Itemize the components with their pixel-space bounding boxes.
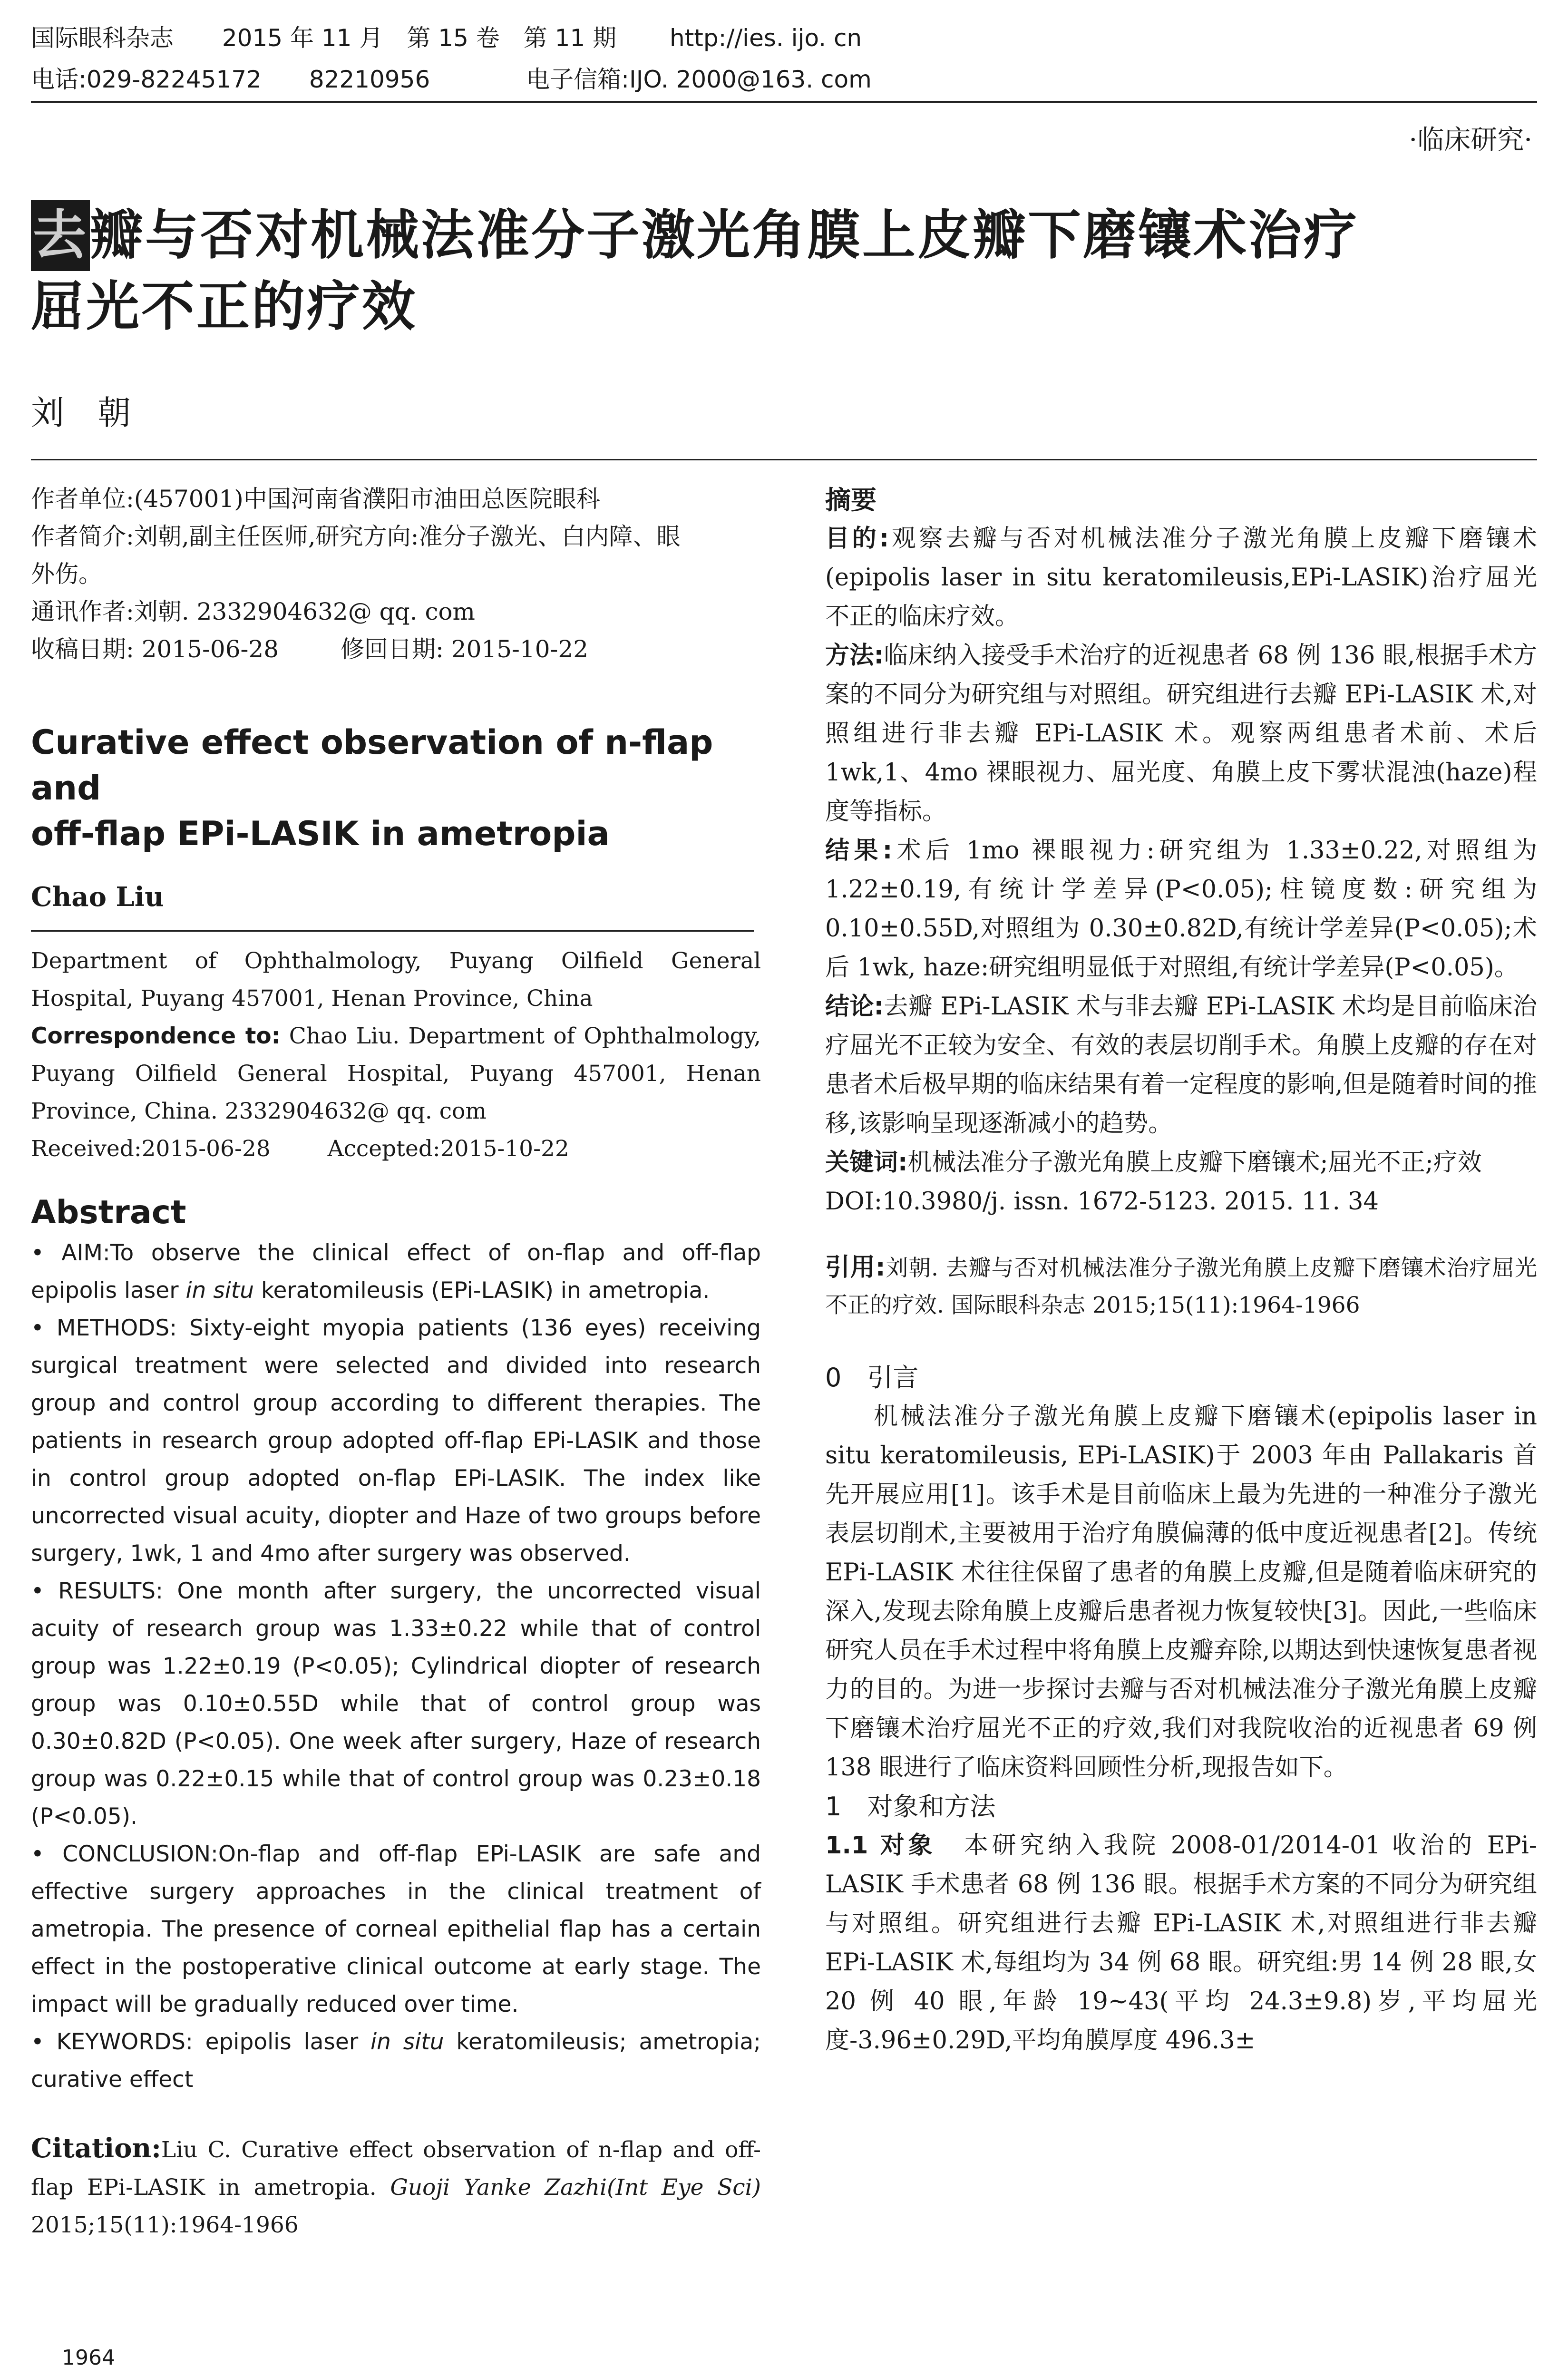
section-label: ·临床研究· bbox=[1409, 125, 1532, 156]
cn-methods-text: 临床纳入接受手术治疗的近视患者 68 例 136 眼,根据手术方案的不同分为研究组与对照组。研究组进行去瓣 EPi-LASIK 术,对照组进行非去瓣 EPi-LASIK 术。观察两组患者术前、术后 1wk,1、4mo 裸眼视力、屈光度、角膜上皮下雾状混浊(haze)程度等指标。 bbox=[825, 642, 1537, 826]
abstract-cn-results bbox=[825, 831, 1537, 987]
affiliation-cn: 作者单位:(457001)中国河南省濮阳市油田总医院眼科 bbox=[31, 485, 600, 513]
correspondence-en-label: Correspondence to: bbox=[31, 1023, 281, 1049]
header-rule bbox=[31, 101, 1537, 103]
journal-phone: 电话:029-82245172 82210956 bbox=[31, 66, 430, 93]
abstract-cn bbox=[825, 519, 1537, 1221]
citation-cn bbox=[825, 1249, 1537, 1324]
en-info bbox=[31, 942, 761, 1168]
abstract-cn-methods bbox=[825, 636, 1537, 831]
info-cn bbox=[31, 480, 761, 668]
english-title-line1: Curative effect observation of n-flap and bbox=[31, 723, 713, 808]
accepted-en: Accepted:2015-10-22 bbox=[327, 1136, 569, 1162]
intro-heading: 0 引言 bbox=[825, 1363, 919, 1393]
citation-cn-label: 引用: bbox=[825, 1253, 886, 1282]
journal-header-line1 bbox=[31, 23, 862, 53]
abstract-cn-keywords bbox=[825, 1143, 1537, 1182]
article-title bbox=[31, 200, 1537, 342]
title-line-1 bbox=[31, 200, 1537, 271]
methods-body bbox=[825, 1826, 1537, 2060]
received-cn: 收稿日期: 2015-06-28 bbox=[31, 635, 279, 663]
journal-email: 电子信箱:IJO. 2000@163. com bbox=[526, 66, 872, 93]
english-title-line2: off-flap EPi-LASIK in ametropia bbox=[31, 814, 610, 853]
citation-en-text-a: Liu C. Curative effect observation of n-flap and off-flap EPi-LASIK in ametropia. bbox=[31, 2137, 761, 2201]
methods-text: Sixty-eight myopia patients (136 eyes) receiving surgical treatment were selected and divided into research group and control group according to different therapies. The patients in research group adopted off-flap EPi-LASIK and those in control group adopted on-flap EPi-LASIK. The index like uncorrected visual acuity, diopter and Haze of two groups before surgery, 1wk, 1 and 4mo after surgery was observed. bbox=[31, 1315, 761, 1567]
cn-conclusion-label: 结论: bbox=[825, 993, 884, 1021]
citation-en-journal: Guoji Yanke Zazhi(Int Eye Sci) bbox=[390, 2174, 761, 2201]
journal-name: 国际眼科杂志 bbox=[31, 24, 174, 52]
citation-en-label: Citation: bbox=[31, 2133, 161, 2164]
citation-en-text-b: 2015;15(11):1964-1966 bbox=[31, 2212, 299, 2238]
keywords-text-b: keratomileusis; ametropia; curative effect bbox=[31, 2029, 761, 2093]
author-rule bbox=[31, 459, 1537, 460]
dates-cn bbox=[31, 631, 761, 668]
en-author-rule bbox=[31, 930, 754, 932]
aim-label: • AIM: bbox=[31, 1240, 110, 1266]
cn-keywords-label: 关键词: bbox=[825, 1149, 908, 1177]
methods-paragraph bbox=[825, 1826, 1537, 2060]
title-line-2: 屈光不正的疗效 bbox=[31, 276, 417, 338]
subsection-label: 1.1 对象 bbox=[825, 1831, 936, 1860]
page-number: 1964 bbox=[62, 2346, 115, 2370]
abstract-cn-aim bbox=[825, 519, 1537, 636]
aim-text-a: To observe the clinical effect of on-flap and off-flap epipolis laser bbox=[31, 1240, 761, 1304]
department-en: Department of Ophthalmology, Puyang Oilfield General Hospital, Puyang 457001, Henan Province, China bbox=[31, 948, 761, 1012]
cn-conclusion-text: 去瓣 EPi-LASIK 术与非去瓣 EPi-LASIK 术均是目前临床治疗屈光不正较为安全、有效的表层切削手术。角膜上皮瓣的存在对患者术后极早期的临床结果有着一定程度的影响,但是随着时间的推移,该影响呈现逐渐减小的趋势。 bbox=[825, 993, 1537, 1138]
bio-cn-line1: 作者简介:刘朝,副主任医师,研究方向:准分子激光、白内障、眼 bbox=[31, 523, 681, 550]
abstract-cn-conclusion bbox=[825, 987, 1537, 1143]
results-label: • RESULTS: bbox=[31, 1578, 163, 1604]
abstract-keywords bbox=[31, 2023, 761, 2098]
abstract-heading: Abstract bbox=[31, 1194, 186, 1231]
cn-keywords-text: 机械法准分子激光角膜上皮瓣下磨镶术;屈光不正;疗效 bbox=[907, 1149, 1482, 1177]
cn-aim-text: 观察去瓣与否对机械法准分子激光角膜上皮瓣下磨镶术(epipolis laser in situ keratomileusis,EPi-LASIK)治疗屈光不正的临床疗效。 bbox=[825, 525, 1537, 631]
correspondence-cn: 通讯作者:刘朝. 2332904632@ qq. com bbox=[31, 598, 475, 625]
keywords-italic: in situ bbox=[370, 2029, 444, 2055]
abstract-aim bbox=[31, 1234, 761, 1309]
methods-paragraph-text: 本研究纳入我院 2008-01/2014-01 收治的 EPi-LASIK 手术患者 68 例 136 眼。根据手术方案的不同分为研究组与对照组。研究组进行去瓣 EPi-LASIK 术,对照组进行非去瓣 EPi-LASIK 术,每组均为 34 例 68 眼。研究组:男 14 例 28 眼,女 20 例 40 眼,年龄 19~43(平均 24.3±9.8)岁,平均屈光度-3.96±0.29D,平均角膜厚度 496.3± bbox=[825, 1831, 1537, 2055]
title-line-1-text: 瓣与否对机械法准分子激光角膜上皮瓣下磨镶术治疗 bbox=[90, 205, 1359, 266]
received-en: Received:2015-06-28 bbox=[31, 1136, 271, 1162]
cn-results-text: 术后 1mo 裸眼视力:研究组为 1.33±0.22,对照组为 1.22±0.19,有统计学差异(P<0.05);柱镜度数:研究组为 0.10±0.55D,对照组为 0.30±0.82D,有统计学差异(P<0.05);术后 1wk, haze:研究组明显低于对照组,有统计学差异(P<0.05)。 bbox=[825, 837, 1537, 982]
methods-label: • METHODS: bbox=[31, 1315, 177, 1341]
keywords-text-a: epipolis laser bbox=[193, 2029, 371, 2055]
results-text: One month after surgery, the uncorrected visual acuity of research group was 1.33±0.22 while that of control group was 1.22±0.19 (P<0.05); Cylindrical diopter of research group was 0.10±0.55D while that of control group was 0.30±0.82D (P<0.05). One week after surgery, Haze of research group was 0.22±0.15 while that of control group was 0.23±0.18 (P<0.05). bbox=[31, 1578, 761, 1830]
intro-body bbox=[825, 1397, 1537, 1787]
doi: DOI:10.3980/j. issn. 1672-5123. 2015. 11. 34 bbox=[825, 1188, 1379, 1216]
english-author: Chao Liu bbox=[31, 881, 164, 913]
conclusion-text: On-flap and off-flap EPi-LASIK are safe and effective surgery approaches in the clinical treatment of ametropia. The presence of corneal epithelial flap has a certain effect in the postoperative clinical outcome at early stage. The impact will be gradually reduced over time. bbox=[31, 1841, 761, 2017]
author-cn: 刘 朝 bbox=[31, 393, 131, 432]
methods-heading: 1 对象和方法 bbox=[825, 1792, 996, 1822]
abstract-cn-heading: 摘要 bbox=[825, 485, 877, 515]
keywords-label: • KEYWORDS: bbox=[31, 2029, 193, 2055]
correspondence-en-text: Chao Liu. Department of Ophthalmology, Puyang Oilfield General Hospital, Puyang 457001, Henan Province, China. 2332904632@ qq. com bbox=[31, 1023, 761, 1124]
cn-methods-label: 方法: bbox=[825, 642, 884, 670]
aim-italic: in situ bbox=[185, 1277, 254, 1304]
dates-en bbox=[31, 1130, 761, 1168]
citation-en bbox=[31, 2130, 761, 2244]
journal-url: http://ies. ijo. cn bbox=[670, 24, 862, 52]
left-column bbox=[31, 480, 761, 2244]
abstract-methods bbox=[31, 1309, 761, 1572]
revised-cn: 修回日期: 2015-10-22 bbox=[341, 635, 589, 663]
title-first-char: 去 bbox=[31, 200, 90, 271]
issue-info: 2015 年 11 月 第 15 卷 第 11 期 bbox=[222, 24, 617, 52]
correspondence-en bbox=[31, 1017, 761, 1130]
conclusion-label: • CONCLUSION: bbox=[31, 1841, 218, 1867]
abstract-results bbox=[31, 1572, 761, 1835]
citation-cn-text: 刘朝. 去瓣与否对机械法准分子激光角膜上皮瓣下磨镶术治疗屈光不正的疗效. 国际眼科杂志 2015;15(11):1964-1966 bbox=[825, 1255, 1537, 1318]
intro-paragraph: 机械法准分子激光角膜上皮瓣下磨镶术(epipolis laser in situ keratomileusis, EPi-LASIK)于 2003 年由 Pallakaris 首先开展应用[1]。该手术是目前临床上最为先进的一种准分子激光表层切削术,主要被用于治疗角膜偏薄的低中度近视患者[2]。传统 EPi-LASIK 术往往保留了患者的角膜上皮瓣,但是随着临床研究的深入,发现去除角膜上皮瓣后患者视力恢复较快[3]。因此,一些临床研究人员在手术过程中将角膜上皮瓣弃除,以期达到快速恢复患者视力的目的。为进一步探讨去瓣与否对机械法准分子激光角膜上皮瓣下磨镶术治疗屈光不正的疗效,我们对我院收治的近视患者 69 例 138 眼进行了临床资料回顾性分析,现报告如下。 bbox=[825, 1403, 1537, 1782]
aim-text-b: keratomileusis (EPi-LASIK) in ametropia. bbox=[254, 1277, 710, 1304]
journal-header-line2 bbox=[31, 64, 872, 95]
cn-results-label: 结果: bbox=[825, 837, 893, 865]
cn-aim-label: 目的: bbox=[825, 525, 889, 553]
abstract-en bbox=[31, 1234, 761, 2098]
right-column bbox=[825, 480, 1537, 2060]
english-title bbox=[31, 720, 761, 857]
bio-cn-line2: 外伤。 bbox=[31, 560, 102, 588]
abstract-conclusion bbox=[31, 1835, 761, 2023]
